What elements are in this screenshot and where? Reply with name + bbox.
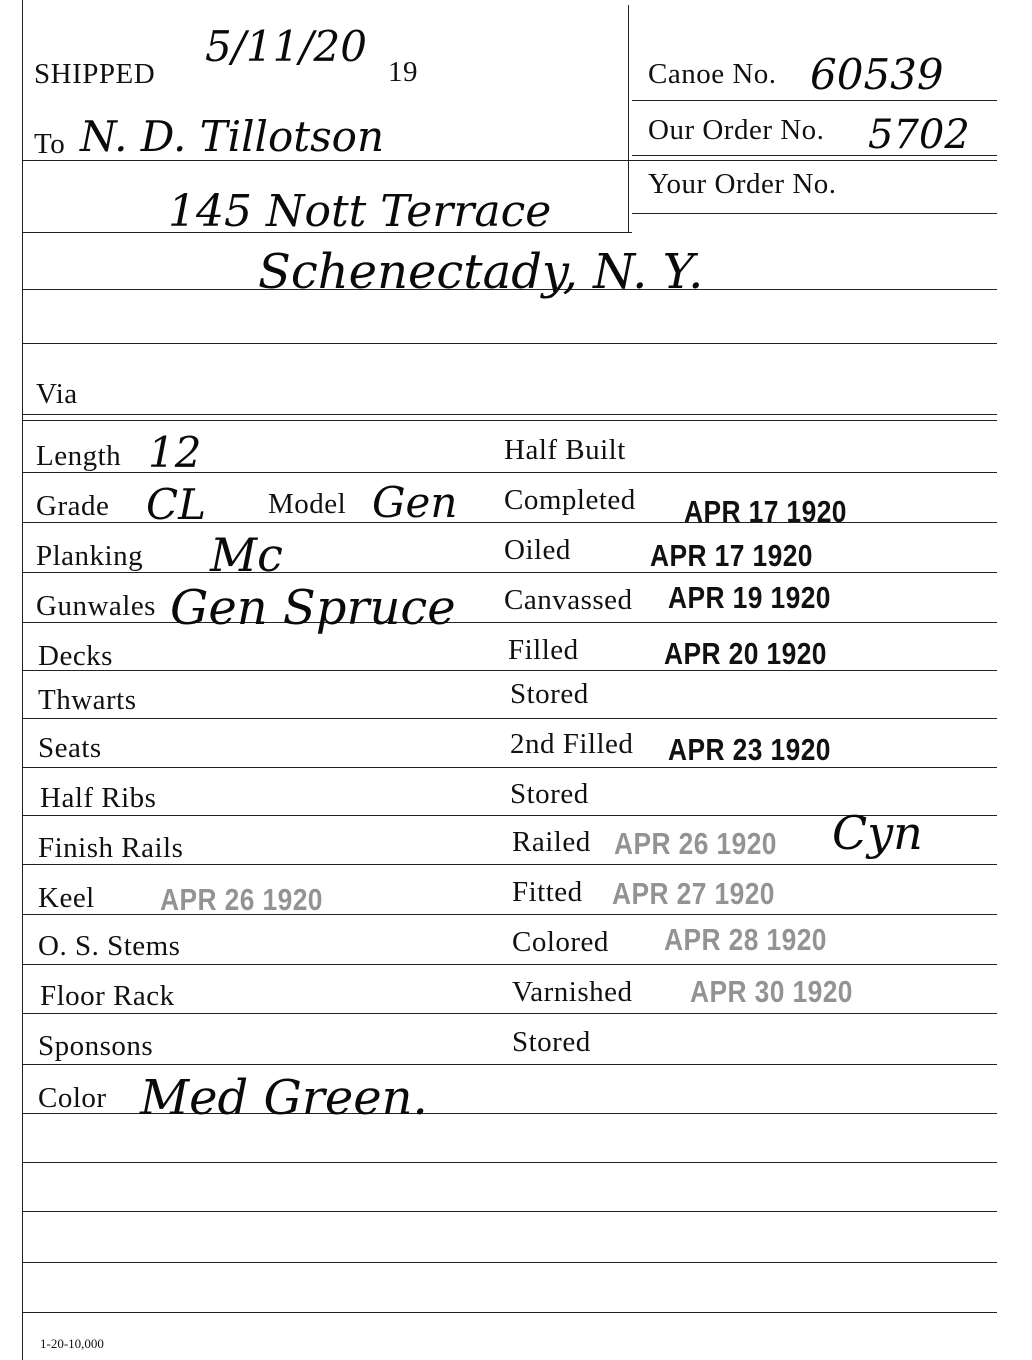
filled-stamp: APR 20 1920 bbox=[664, 636, 827, 671]
color-value: Med Green. bbox=[140, 1070, 428, 1126]
canoe-no-value: 60539 bbox=[810, 50, 944, 99]
varnished-label: Varnished bbox=[512, 976, 633, 1008]
filled-label: Filled bbox=[508, 634, 579, 666]
length-value: 12 bbox=[148, 428, 202, 477]
gunwales-value: Gen Spruce bbox=[170, 580, 456, 636]
our-order-value: 5702 bbox=[868, 112, 970, 158]
completed-stamp: APR 17 1920 bbox=[684, 494, 847, 529]
fitted-stamp: APR 27 1920 bbox=[612, 876, 775, 911]
colored-label: Colored bbox=[512, 926, 609, 958]
fitted-label: Fitted bbox=[512, 876, 583, 908]
os-stems-label: O. S. Stems bbox=[38, 930, 181, 962]
recipient-name: N. D. Tillotson bbox=[80, 112, 385, 161]
your-order-label: Your Order No. bbox=[648, 168, 837, 200]
form-code: 1-20-10,000 bbox=[40, 1336, 104, 1351]
grade-value: CL bbox=[146, 480, 207, 529]
canoe-no-label: Canoe No. bbox=[648, 58, 777, 90]
oiled-stamp: APR 17 1920 bbox=[650, 538, 813, 573]
second-filled-stamp: APR 23 1920 bbox=[668, 732, 831, 767]
finish-rails-label: Finish Rails bbox=[38, 832, 184, 864]
seats-label: Seats bbox=[38, 732, 102, 764]
railed-initials: Cyn bbox=[832, 806, 923, 860]
to-label: To bbox=[34, 128, 66, 160]
thwarts-label: Thwarts bbox=[38, 684, 137, 716]
varnished-stamp: APR 30 1920 bbox=[690, 974, 853, 1009]
grade-label: Grade bbox=[36, 490, 110, 522]
railed-stamp: APR 26 1920 bbox=[614, 826, 777, 861]
canvassed-label: Canvassed bbox=[504, 584, 633, 616]
address-street: 145 Nott Terrace bbox=[168, 186, 552, 237]
colored-stamp: APR 28 1920 bbox=[664, 922, 827, 957]
decks-label: Decks bbox=[38, 640, 113, 672]
shipped-label: SHIPPED bbox=[34, 58, 156, 90]
via-label: Via bbox=[36, 378, 78, 410]
oiled-label: Oiled bbox=[504, 534, 571, 566]
color-label: Color bbox=[38, 1082, 107, 1114]
second-filled-label: 2nd Filled bbox=[510, 728, 634, 760]
planking-label: Planking bbox=[36, 540, 144, 572]
floor-rack-label: Floor Rack bbox=[40, 980, 175, 1012]
canvassed-stamp: APR 19 1920 bbox=[668, 580, 831, 615]
model-label: Model bbox=[268, 488, 347, 520]
keel-label: Keel bbox=[38, 882, 95, 914]
railed-label: Railed bbox=[512, 826, 591, 858]
half-built-label: Half Built bbox=[504, 434, 626, 466]
shipped-date: 5/11/20 bbox=[205, 22, 367, 71]
address-city: Schenectady, N. Y. bbox=[258, 244, 704, 300]
stored-label-2: Stored bbox=[510, 778, 589, 810]
completed-label: Completed bbox=[504, 484, 636, 516]
our-order-label: Our Order No. bbox=[648, 114, 825, 146]
length-label: Length bbox=[36, 440, 122, 472]
sponsons-label: Sponsons bbox=[38, 1030, 154, 1062]
stored-label-1: Stored bbox=[510, 678, 589, 710]
model-value: Gen bbox=[372, 478, 458, 527]
planking-value: Mc bbox=[210, 528, 283, 582]
stored-label-3: Stored bbox=[512, 1026, 591, 1058]
half-ribs-label: Half Ribs bbox=[40, 782, 157, 814]
year-label: 19 bbox=[388, 56, 418, 88]
keel-stamp: APR 26 1920 bbox=[160, 882, 323, 917]
gunwales-label: Gunwales bbox=[36, 590, 156, 622]
